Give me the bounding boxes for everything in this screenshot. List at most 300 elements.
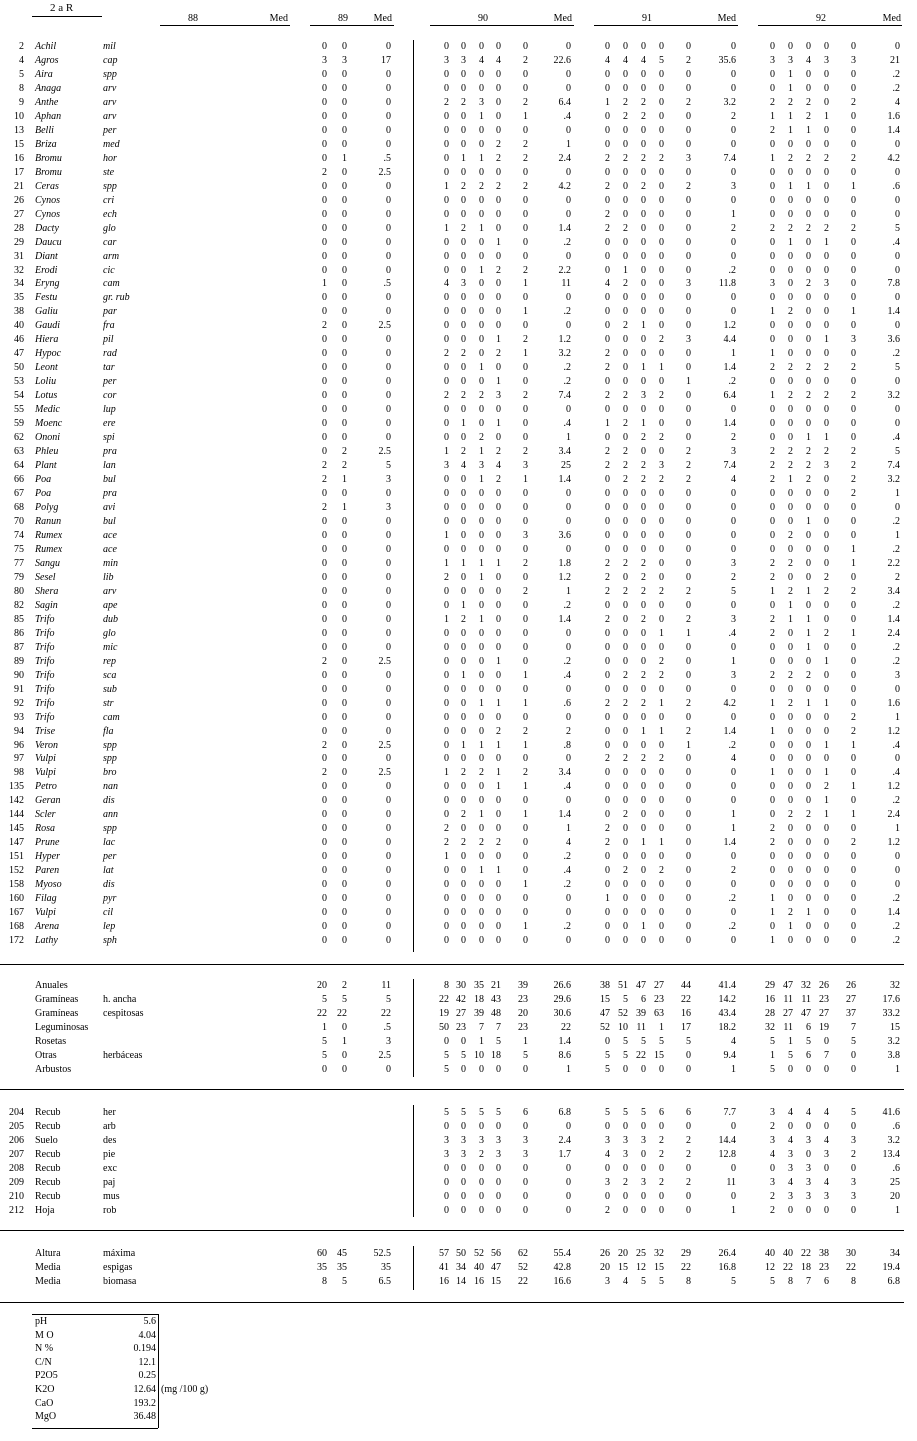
value-92: 1 bbox=[806, 642, 811, 653]
value-92: 26 bbox=[846, 980, 856, 991]
row-epithet: cam bbox=[103, 278, 120, 289]
value-89: 0 bbox=[342, 432, 347, 443]
value-92: 26 bbox=[819, 980, 829, 991]
year-underline bbox=[160, 25, 290, 26]
value-90: 0 bbox=[444, 292, 449, 303]
value-89: 2 bbox=[342, 446, 347, 457]
value-91: 0 bbox=[605, 265, 610, 276]
row-genus: Leguminosas bbox=[35, 1022, 89, 1033]
value-89: 0 bbox=[342, 404, 347, 415]
value-90: 0 bbox=[479, 795, 484, 806]
value-90: 0 bbox=[461, 209, 466, 220]
value-89: 0 bbox=[342, 237, 347, 248]
value-90: 1 bbox=[479, 153, 484, 164]
value-92: 2 bbox=[770, 558, 775, 569]
value-91: 26.4 bbox=[718, 1248, 736, 1259]
soil-value: 12.64 bbox=[133, 1384, 156, 1395]
value-91: 0 bbox=[686, 767, 691, 778]
value-91: 1.4 bbox=[723, 837, 736, 848]
value-90: 1.7 bbox=[558, 1149, 571, 1160]
value-90: 0 bbox=[523, 237, 528, 248]
value-91: 0 bbox=[731, 41, 736, 52]
value-92: 0 bbox=[824, 600, 829, 611]
value-92: 0 bbox=[806, 656, 811, 667]
value-91: 0 bbox=[659, 404, 664, 415]
value-89: 0 bbox=[322, 97, 327, 108]
value-91: 20 bbox=[618, 1248, 628, 1259]
value-91: 0 bbox=[641, 530, 646, 541]
value-90: 0 bbox=[461, 1064, 466, 1075]
value-90: 1.4 bbox=[558, 614, 571, 625]
value-89: 0 bbox=[342, 181, 347, 192]
row-number: 86 bbox=[14, 628, 24, 639]
value-90: 0 bbox=[523, 404, 528, 415]
value-90: 0 bbox=[444, 516, 449, 527]
value-91: 0 bbox=[605, 516, 610, 527]
soil-value: 193.2 bbox=[133, 1398, 156, 1409]
value-91: 2 bbox=[623, 698, 628, 709]
value-91: 20 bbox=[600, 1262, 610, 1273]
value-90: 0 bbox=[496, 935, 501, 946]
value-92: 0 bbox=[770, 237, 775, 248]
value-89: 11 bbox=[381, 980, 391, 991]
value-91: 1 bbox=[659, 698, 664, 709]
value-90: 1 bbox=[496, 558, 501, 569]
value-90: 1 bbox=[479, 614, 484, 625]
value-89: 0 bbox=[322, 753, 327, 764]
value-91: 26 bbox=[600, 1248, 610, 1259]
value-92: 0 bbox=[788, 1205, 793, 1216]
value-91: 0 bbox=[641, 809, 646, 820]
value-90: 0 bbox=[479, 1163, 484, 1174]
value-92: 0 bbox=[788, 893, 793, 904]
row-number: 89 bbox=[14, 656, 24, 667]
value-92: 23 bbox=[819, 1262, 829, 1273]
value-90: 4 bbox=[444, 278, 449, 289]
value-90: 3 bbox=[444, 55, 449, 66]
value-92: 0 bbox=[788, 265, 793, 276]
value-92: 0 bbox=[770, 404, 775, 415]
value-91: 2 bbox=[659, 656, 664, 667]
value-90: 0 bbox=[461, 530, 466, 541]
value-89: 0 bbox=[342, 921, 347, 932]
value-92: 3 bbox=[770, 1107, 775, 1118]
value-89: 0 bbox=[342, 907, 347, 918]
value-91: 38 bbox=[600, 980, 610, 991]
value-90: 18 bbox=[474, 994, 484, 1005]
value-92: 0 bbox=[770, 656, 775, 667]
value-91: 0 bbox=[731, 488, 736, 499]
value-89: 0 bbox=[342, 334, 347, 345]
row-epithet: spp bbox=[103, 753, 117, 764]
value-89: 0 bbox=[386, 809, 391, 820]
value-92: 2 bbox=[788, 97, 793, 108]
value-89: 2 bbox=[342, 980, 347, 991]
row-epithet: dub bbox=[103, 614, 118, 625]
value-90: 0 bbox=[496, 111, 501, 122]
value-90: 0 bbox=[496, 432, 501, 443]
value-91: 0 bbox=[686, 69, 691, 80]
value-91: 0 bbox=[605, 642, 610, 653]
value-91: 5 bbox=[623, 994, 628, 1005]
value-92: 0 bbox=[851, 1121, 856, 1132]
value-92: 0 bbox=[806, 921, 811, 932]
value-89: 22 bbox=[317, 1008, 327, 1019]
value-91: 0 bbox=[641, 823, 646, 834]
value-90: 0 bbox=[496, 292, 501, 303]
value-89: 0 bbox=[342, 139, 347, 150]
year-label: 88 bbox=[188, 13, 198, 24]
value-91: 0 bbox=[659, 740, 664, 751]
value-90: 2 bbox=[461, 614, 466, 625]
value-91: 3 bbox=[641, 1177, 646, 1188]
value-89: 0 bbox=[322, 600, 327, 611]
value-90: 0 bbox=[461, 628, 466, 639]
value-91: 0 bbox=[623, 404, 628, 415]
value-90: 0 bbox=[479, 586, 484, 597]
value-91: 0 bbox=[686, 418, 691, 429]
value-90: 0 bbox=[479, 935, 484, 946]
value-90: 0 bbox=[479, 1205, 484, 1216]
value-91: 0 bbox=[641, 712, 646, 723]
value-92: 6.8 bbox=[887, 1276, 900, 1287]
value-91: 0 bbox=[605, 111, 610, 122]
value-92: 2 bbox=[788, 306, 793, 317]
value-91: 51 bbox=[618, 980, 628, 991]
value-90: 0 bbox=[479, 600, 484, 611]
row-number: 29 bbox=[14, 237, 24, 248]
value-90: .2 bbox=[563, 656, 571, 667]
value-92: 2 bbox=[770, 1205, 775, 1216]
value-90: 0 bbox=[479, 851, 484, 862]
value-92: 0 bbox=[770, 334, 775, 345]
value-92: 0 bbox=[788, 1121, 793, 1132]
value-89: 0 bbox=[342, 1022, 347, 1033]
value-92: 0 bbox=[806, 1121, 811, 1132]
value-91: 15 bbox=[618, 1262, 628, 1273]
value-90: 1 bbox=[496, 237, 501, 248]
value-90: 0 bbox=[461, 376, 466, 387]
value-92: 2 bbox=[788, 809, 793, 820]
value-90: 0 bbox=[523, 223, 528, 234]
value-92: 0 bbox=[788, 656, 793, 667]
value-92: 0 bbox=[770, 781, 775, 792]
value-92: 0 bbox=[806, 209, 811, 220]
value-90: 0 bbox=[523, 376, 528, 387]
value-90: 2 bbox=[479, 837, 484, 848]
value-91: 2 bbox=[686, 1135, 691, 1146]
value-90: 0 bbox=[479, 628, 484, 639]
value-91: 2 bbox=[686, 1149, 691, 1160]
value-89: 0 bbox=[342, 292, 347, 303]
value-92: 0 bbox=[824, 167, 829, 178]
value-92: 4 bbox=[788, 1107, 793, 1118]
value-91: 0 bbox=[605, 670, 610, 681]
value-89: 0 bbox=[342, 195, 347, 206]
value-92: 3 bbox=[770, 1177, 775, 1188]
value-91: 8 bbox=[686, 1276, 691, 1287]
value-92: 0 bbox=[806, 265, 811, 276]
value-92: 0 bbox=[895, 851, 900, 862]
value-91: 2 bbox=[605, 614, 610, 625]
value-92: 0 bbox=[895, 684, 900, 695]
value-92: 1 bbox=[788, 181, 793, 192]
value-92: 1 bbox=[851, 181, 856, 192]
value-92: 0 bbox=[806, 753, 811, 764]
value-92: 1.4 bbox=[887, 125, 900, 136]
value-92: 0 bbox=[770, 1163, 775, 1174]
value-92: 0 bbox=[824, 181, 829, 192]
value-92: 0 bbox=[895, 265, 900, 276]
value-92: 4 bbox=[806, 1107, 811, 1118]
value-91: 2 bbox=[641, 97, 646, 108]
value-92: 0 bbox=[851, 237, 856, 248]
value-92: 0 bbox=[770, 83, 775, 94]
value-92: 0 bbox=[806, 935, 811, 946]
value-91: 0 bbox=[605, 1036, 610, 1047]
value-92: 0 bbox=[895, 502, 900, 513]
value-92: 0 bbox=[824, 292, 829, 303]
row-number: 87 bbox=[14, 642, 24, 653]
value-92: 0 bbox=[806, 1064, 811, 1075]
value-92: 2 bbox=[788, 153, 793, 164]
value-92: 1.2 bbox=[887, 781, 900, 792]
value-92: 0 bbox=[824, 404, 829, 415]
value-91: 2 bbox=[605, 348, 610, 359]
value-92: 30 bbox=[846, 1248, 856, 1259]
value-89: 0 bbox=[386, 670, 391, 681]
value-92: 3 bbox=[770, 55, 775, 66]
value-91: 2 bbox=[641, 474, 646, 485]
value-91: 2 bbox=[659, 334, 664, 345]
value-92: 3 bbox=[788, 1191, 793, 1202]
row-genus: Filag bbox=[35, 893, 57, 904]
value-91: 0 bbox=[641, 83, 646, 94]
value-90: 0 bbox=[479, 320, 484, 331]
value-92: 0 bbox=[824, 320, 829, 331]
value-92: 0 bbox=[851, 656, 856, 667]
value-90: 2 bbox=[496, 446, 501, 457]
value-89: 5 bbox=[342, 1276, 347, 1287]
value-90: 23 bbox=[518, 994, 528, 1005]
value-90: 0 bbox=[523, 1177, 528, 1188]
value-90: 1 bbox=[496, 781, 501, 792]
value-89: 0 bbox=[342, 278, 347, 289]
value-92: 1 bbox=[851, 628, 856, 639]
value-90: .4 bbox=[563, 418, 571, 429]
value-90: 0 bbox=[496, 41, 501, 52]
value-90: 2 bbox=[496, 348, 501, 359]
row-epithet: hor bbox=[103, 153, 117, 164]
value-91: 0 bbox=[623, 781, 628, 792]
value-90: 0 bbox=[496, 404, 501, 415]
value-91: 2 bbox=[659, 432, 664, 443]
value-92: 1 bbox=[770, 390, 775, 401]
value-91: 0 bbox=[686, 125, 691, 136]
value-90: 0 bbox=[461, 795, 466, 806]
value-89: 0 bbox=[342, 628, 347, 639]
value-90: 0 bbox=[444, 809, 449, 820]
value-91: 2 bbox=[686, 55, 691, 66]
value-91: 0 bbox=[605, 320, 610, 331]
value-91: 0 bbox=[641, 879, 646, 890]
value-89: 0 bbox=[322, 795, 327, 806]
value-92: 1.4 bbox=[887, 306, 900, 317]
value-89: 0 bbox=[342, 753, 347, 764]
value-92: 1 bbox=[788, 237, 793, 248]
value-91: 0 bbox=[623, 362, 628, 373]
value-91: 2 bbox=[686, 97, 691, 108]
soil-value: 12.1 bbox=[138, 1357, 156, 1368]
value-90: 0 bbox=[523, 125, 528, 136]
value-90: 0 bbox=[461, 726, 466, 737]
value-92: 1 bbox=[824, 767, 829, 778]
row-epithet: cam bbox=[103, 712, 120, 723]
column-divider bbox=[413, 40, 414, 952]
value-90: 1 bbox=[496, 334, 501, 345]
value-91: 0 bbox=[731, 292, 736, 303]
value-89: 2 bbox=[322, 502, 327, 513]
row-epithet: bul bbox=[103, 474, 116, 485]
value-92: 0 bbox=[788, 851, 793, 862]
value-91: 0 bbox=[686, 139, 691, 150]
value-90: 50 bbox=[439, 1022, 449, 1033]
value-91: 0 bbox=[641, 865, 646, 876]
value-92: 5 bbox=[895, 446, 900, 457]
value-91: 2 bbox=[686, 614, 691, 625]
value-90: 0 bbox=[479, 712, 484, 723]
value-89: 0 bbox=[322, 572, 327, 583]
value-91: 0 bbox=[605, 139, 610, 150]
value-90: .2 bbox=[563, 362, 571, 373]
value-91: 0 bbox=[641, 1149, 646, 1160]
value-89: 0 bbox=[322, 614, 327, 625]
value-89: 0 bbox=[386, 139, 391, 150]
value-92: 0 bbox=[788, 823, 793, 834]
value-89: 0 bbox=[342, 837, 347, 848]
value-92: 1 bbox=[788, 614, 793, 625]
row-genus: Aira bbox=[35, 69, 53, 80]
value-89: 0 bbox=[386, 1064, 391, 1075]
row-epithet: avi bbox=[103, 502, 116, 513]
value-90: 0 bbox=[523, 488, 528, 499]
value-92: 1 bbox=[824, 111, 829, 122]
value-90: 5 bbox=[523, 1050, 528, 1061]
value-89: 0 bbox=[342, 223, 347, 234]
value-90: 0 bbox=[523, 865, 528, 876]
value-92: 2 bbox=[770, 628, 775, 639]
value-90: .2 bbox=[563, 237, 571, 248]
value-90: 1 bbox=[566, 139, 571, 150]
value-92: 0 bbox=[788, 278, 793, 289]
value-92: 1 bbox=[806, 181, 811, 192]
row-epithet: her bbox=[103, 1107, 116, 1118]
value-90: 1.2 bbox=[558, 334, 571, 345]
value-91: 0 bbox=[686, 1163, 691, 1174]
value-91: 0 bbox=[623, 432, 628, 443]
year-underline bbox=[758, 25, 902, 26]
value-89: 0 bbox=[342, 111, 347, 122]
value-92: .2 bbox=[892, 544, 900, 555]
value-89: 0 bbox=[386, 921, 391, 932]
value-91: 0 bbox=[686, 223, 691, 234]
value-89: 0 bbox=[342, 740, 347, 751]
row-number: 135 bbox=[9, 781, 24, 792]
value-90: 1 bbox=[461, 418, 466, 429]
value-91: 3 bbox=[731, 614, 736, 625]
value-92: 0 bbox=[770, 795, 775, 806]
row-genus: Bromu bbox=[35, 153, 62, 164]
value-90: 2 bbox=[496, 153, 501, 164]
value-89: 2.5 bbox=[378, 320, 391, 331]
value-91: 0 bbox=[659, 823, 664, 834]
value-91: 0 bbox=[641, 139, 646, 150]
value-90: 26.6 bbox=[553, 980, 571, 991]
value-89: 2 bbox=[322, 740, 327, 751]
value-89: 2.5 bbox=[378, 767, 391, 778]
value-90: 0 bbox=[566, 69, 571, 80]
row-genus: Vulpi bbox=[35, 907, 56, 918]
value-89: 0 bbox=[342, 209, 347, 220]
value-91: 5 bbox=[623, 1050, 628, 1061]
value-91: 0 bbox=[605, 921, 610, 932]
value-91: 0 bbox=[641, 446, 646, 457]
value-90: 0 bbox=[444, 376, 449, 387]
value-90: 0 bbox=[496, 823, 501, 834]
value-91: 0 bbox=[623, 41, 628, 52]
value-91: 0 bbox=[731, 251, 736, 262]
value-90: 2 bbox=[479, 767, 484, 778]
value-90: 0 bbox=[479, 893, 484, 904]
value-89: 2.5 bbox=[378, 446, 391, 457]
value-89: 22 bbox=[381, 1008, 391, 1019]
value-92: 28 bbox=[765, 1008, 775, 1019]
value-92: 0 bbox=[824, 376, 829, 387]
value-91: 7.7 bbox=[723, 1107, 736, 1118]
value-92: 2 bbox=[806, 153, 811, 164]
value-91: 0 bbox=[686, 209, 691, 220]
value-92: 2 bbox=[788, 698, 793, 709]
value-90: 0 bbox=[496, 320, 501, 331]
value-92: 3.4 bbox=[887, 586, 900, 597]
row-genus: Medic bbox=[35, 404, 60, 415]
value-91: 1 bbox=[686, 740, 691, 751]
value-90: 5 bbox=[496, 1036, 501, 1047]
row-genus: Rumex bbox=[35, 544, 63, 555]
value-90: 0 bbox=[444, 1036, 449, 1047]
value-89: 0 bbox=[322, 209, 327, 220]
value-90: 0 bbox=[566, 1205, 571, 1216]
value-89: 0 bbox=[386, 488, 391, 499]
value-92: 1 bbox=[788, 83, 793, 94]
row-number: 205 bbox=[9, 1121, 24, 1132]
value-91: 2 bbox=[731, 572, 736, 583]
row-genus: Diant bbox=[35, 251, 58, 262]
value-89: 3 bbox=[322, 55, 327, 66]
value-91: 0 bbox=[659, 600, 664, 611]
value-91: 0 bbox=[605, 767, 610, 778]
value-91: 0 bbox=[686, 921, 691, 932]
value-89: 0 bbox=[322, 851, 327, 862]
value-90: 0 bbox=[444, 418, 449, 429]
value-92: 1 bbox=[806, 698, 811, 709]
value-92: 0 bbox=[806, 251, 811, 262]
value-90: 4 bbox=[496, 55, 501, 66]
value-90: 0 bbox=[461, 41, 466, 52]
value-91: 0 bbox=[623, 893, 628, 904]
value-90: 0 bbox=[523, 837, 528, 848]
value-91: 0 bbox=[623, 1191, 628, 1202]
